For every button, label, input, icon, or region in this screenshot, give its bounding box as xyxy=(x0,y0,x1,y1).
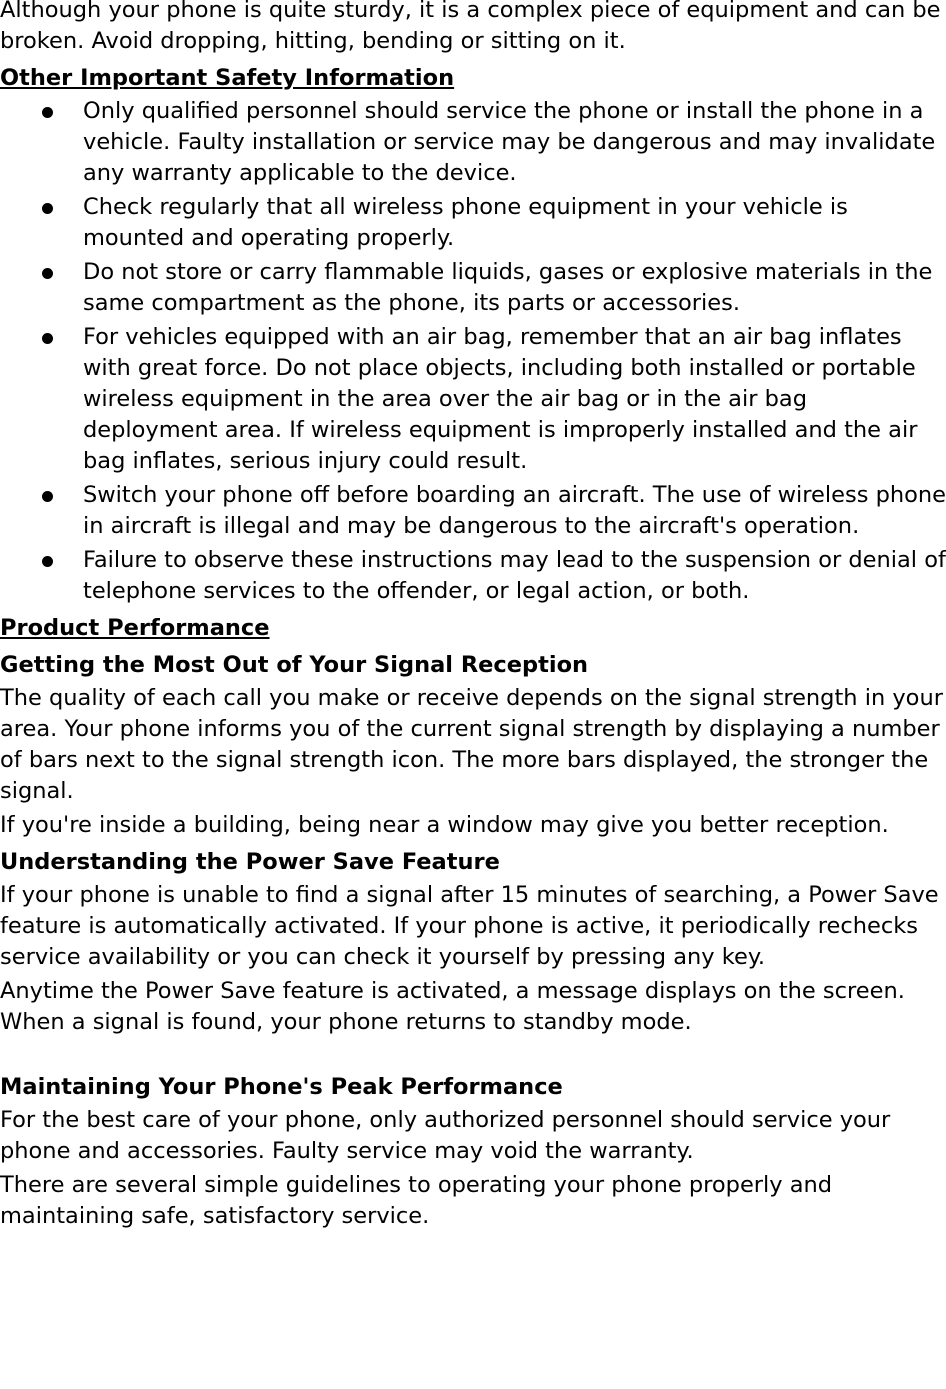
list-item-text: Only qualified personnel should service the phone or install the phone in a vehicle. Faulty installation or service may be dangerous and may invalidate any warranty applicable to the device. xyxy=(83,98,936,186)
bullet-icon xyxy=(42,333,53,344)
power-save-paragraph-1: If your phone is unable to find a signal after 15 minutes of searching, a Power Save feature is automatically activated. If your phone is active, it periodically rechecks service availability or you can check it yourself by pressing any key. xyxy=(0,882,939,970)
list-item-text: Check regularly that all wireless phone equipment in your vehicle is mounted and operating properly. xyxy=(83,194,848,251)
bullet-icon xyxy=(42,491,53,502)
signal-paragraph-1: The quality of each call you make or receive depends on the signal strength in your area. Your phone informs you of the current signal strength by displaying a number of bars next to the signal strength icon. The more bars displayed, the stronger the signal. xyxy=(0,685,943,804)
performance-heading: Product Performance xyxy=(0,615,270,641)
bullet-icon xyxy=(42,556,53,567)
list-item-text: Failure to observe these instructions may lead to the suspension or denial of telephone services to the offender, or legal action, or both. xyxy=(83,547,946,604)
list-item-text: For vehicles equipped with an air bag, remember that an air bag inflates with great force. Do not place objects, including both installed or portable wireless equipment in the area over the air bag or in the air bag deployment area. If wireless equipment is improperly installed and the air bag inflates, serious injury could result. xyxy=(83,324,918,474)
bullet-icon xyxy=(42,107,53,118)
intro-paragraph: Although your phone is quite sturdy, it is a complex piece of equipment and can be broken. Avoid dropping, hitting, bending or sitting on it. xyxy=(0,0,941,54)
safety-heading: Other Important Safety Information xyxy=(0,65,455,91)
list-item xyxy=(0,480,946,542)
power-save-paragraph-2: Anytime the Power Save feature is activated, a message displays on the screen. When a signal is found, your phone returns to standby mode. xyxy=(0,978,905,1035)
list-item xyxy=(0,96,946,189)
power-save-heading: Understanding the Power Save Feature xyxy=(0,849,500,875)
bullet-icon xyxy=(42,268,53,279)
maintaining-paragraph-1: For the best care of your phone, only authorized personnel should service your phone and accessories. Faulty service may void the warranty. xyxy=(0,1107,891,1164)
list-item-text: Do not store or carry flammable liquids, gases or explosive materials in the same compartment as the phone, its parts or accessories. xyxy=(83,259,933,316)
maintaining-paragraph-2: There are several simple guidelines to operating your phone properly and maintaining safe, satisfactory service. xyxy=(0,1172,833,1229)
list-item xyxy=(0,545,946,607)
list-item xyxy=(0,192,946,254)
list-item-text: Switch your phone off before boarding an aircraft. The use of wireless phone in aircraft is illegal and may be dangerous to the aircraft's operation. xyxy=(83,482,946,539)
maintaining-heading: Maintaining Your Phone's Peak Performance xyxy=(0,1074,563,1100)
signal-heading: Getting the Most Out of Your Signal Reception xyxy=(0,652,589,678)
signal-paragraph-2: If you're inside a building, being near a window may give you better reception. xyxy=(0,812,889,838)
list-item xyxy=(0,257,946,319)
safety-list xyxy=(0,96,946,607)
section-spacer xyxy=(0,1041,946,1066)
list-item xyxy=(0,322,946,477)
bullet-icon xyxy=(42,203,53,214)
